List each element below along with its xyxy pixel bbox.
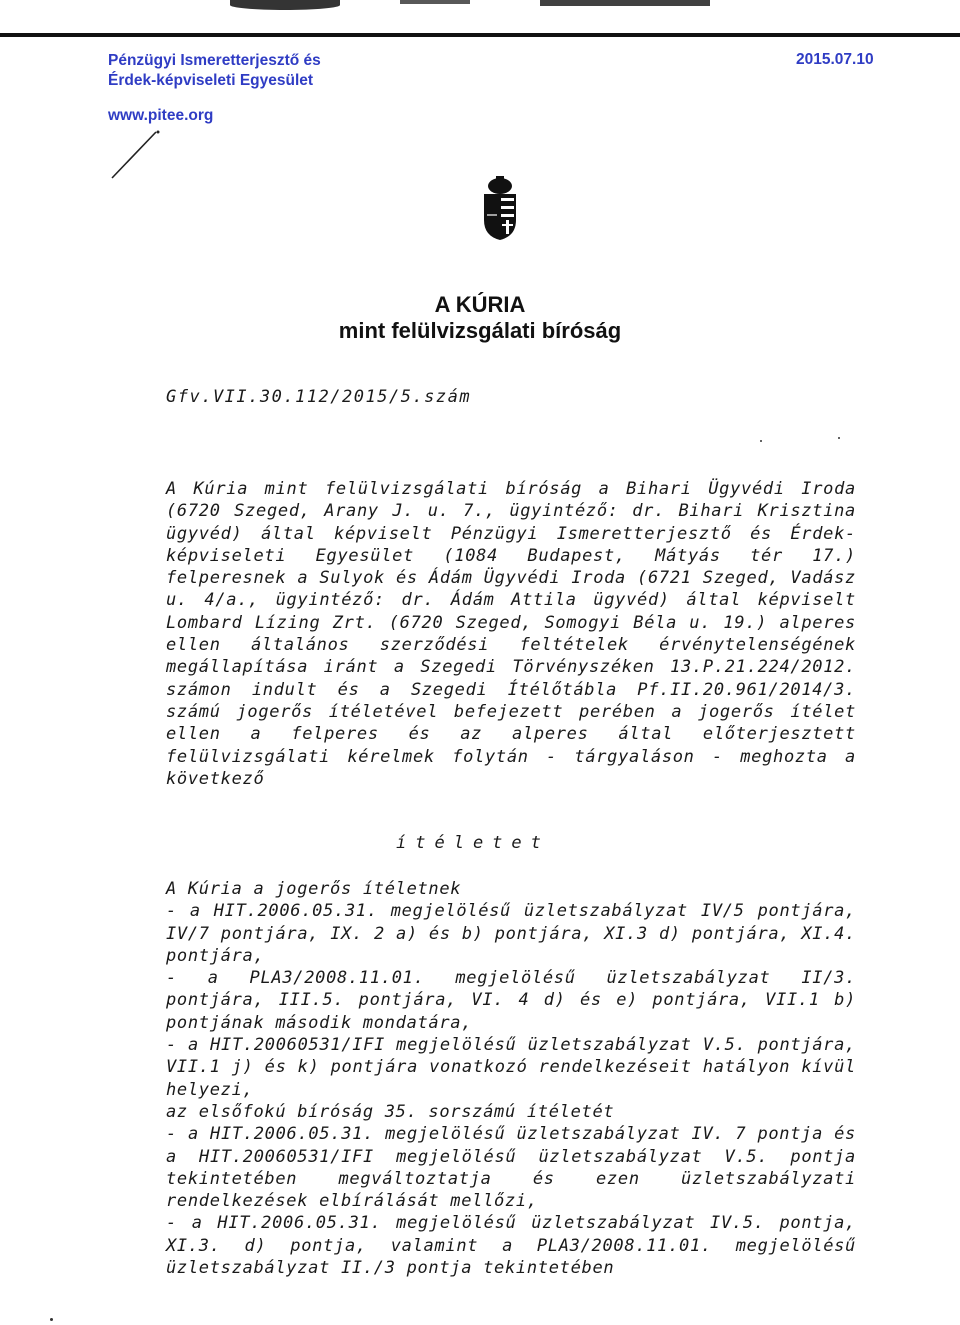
ruling-intro: A Kúria a jogerős ítéletnek: [166, 879, 462, 899]
scan-mark: [540, 0, 710, 6]
ruling-first-instance: az elsőfokú bíróság 35. sorszámú ítéletét: [166, 1101, 615, 1122]
ruling-item: - a PLA3/2008.11.01. megjelölésű üzletszabályzat II/3. pontjára, III.5. pontjára, VI. 4 d) és e) pontjára, VII.1 b) pontjának második mondatára,: [166, 968, 856, 1033]
ruling-item: - a HIT.2006.05.31. megjelölésű üzletszabályzat IV/5 pontjára, IV/7 pontjára, IX. 2 a) és b) pontjára, XI.3 d) pontjára, XI.4. pontjára,: [166, 901, 856, 966]
pen-stroke: [108, 128, 168, 184]
scan-speck: [838, 437, 840, 439]
scan-mark: [230, 0, 340, 10]
scan-speck: [760, 440, 762, 442]
court-title: A KÚRIA: [434, 292, 526, 317]
organization-name: [108, 51, 321, 91]
case-number: Gfv.VII.30.112/2015/5.szám: [166, 387, 472, 407]
scan-speck: [50, 1318, 53, 1321]
organization-name-line2: Érdek-képviseleti Egyesület: [108, 72, 314, 89]
court-subtitle: mint felülvizsgálati bíróság: [338, 318, 622, 343]
website-link[interactable]: www.pitee.org: [108, 107, 214, 124]
page-top-border: [0, 30, 960, 40]
ruling-item: - a HIT.2006.05.31. megjelölésű üzletszabályzat IV. 7 pontja és a HIT.20060531/IFI megjelölésű üzletszabályzat V.5. pontja tekintetében megváltoztatja és ezen üzletszabályzati rendelkezések elbírálását mellőzi,: [166, 1124, 856, 1212]
ruling-section: [166, 878, 856, 1279]
verdict-heading: ítéletet: [396, 833, 550, 853]
ruling-item: - a HIT.20060531/IFI megjelölésű üzletszabályzat V.5. pontjára, VII.1 j) és k) pontjára vonatkozó rendelkezéseit hatályon kívül helyezi,: [166, 1035, 856, 1100]
intro-text: A Kúria mint felülvizsgálati bíróság a Bihari Ügyvédi Iroda (6720 Szeged, Arany J. u. 7., ügyintéző: dr. Bihari Krisztina ügyvéd) által képviselt Pénzügyi Ismeretterjesztő és Érdek-képviseleti Egyesület (1084 Budapest, Mátyás tér 17.) felperesnek a Sulyok és Ádám Ügyvédi Iroda (6721 Szeged, Vadász u. 4/a., ügyintéző: dr. Ádám Attila ügyvéd) által képviselt Lombard Lízing Zrt. (6720 Szeged, Somogyi Béla u. 19.) alperes ellen általános szerződési feltételek érvénytelenségének megállapítása iránt a Szegedi Törvényszéken 13.P.21.224/2012. számon indult és a Szegedi Ítélőtábla Pf.II.20.961/2014/3. számú jogerős ítéletével befejezett perében a jogerős ítélet ellen a felperes és az alperes által előterjesztett felülvizsgálati kérelmek folytán - tárgyaláson - meghozta a következő: [166, 479, 856, 789]
organization-name-line1: Pénzügyi Ismeretterjesztő és: [108, 52, 321, 69]
ruling-item: - a HIT.2006.05.31. megjelölésű üzletszabályzat IV.5. pontja, XI.3. d) pontja, valamint a PLA3/2008.11.01. megjelölésű üzletszabályzat II./3 pontja tekintetében: [166, 1213, 856, 1279]
document-date: 2015.07.10: [796, 51, 874, 68]
coat-of-arms-icon: [478, 176, 522, 240]
scan-mark: [400, 0, 470, 4]
intro-paragraph: [166, 478, 856, 790]
